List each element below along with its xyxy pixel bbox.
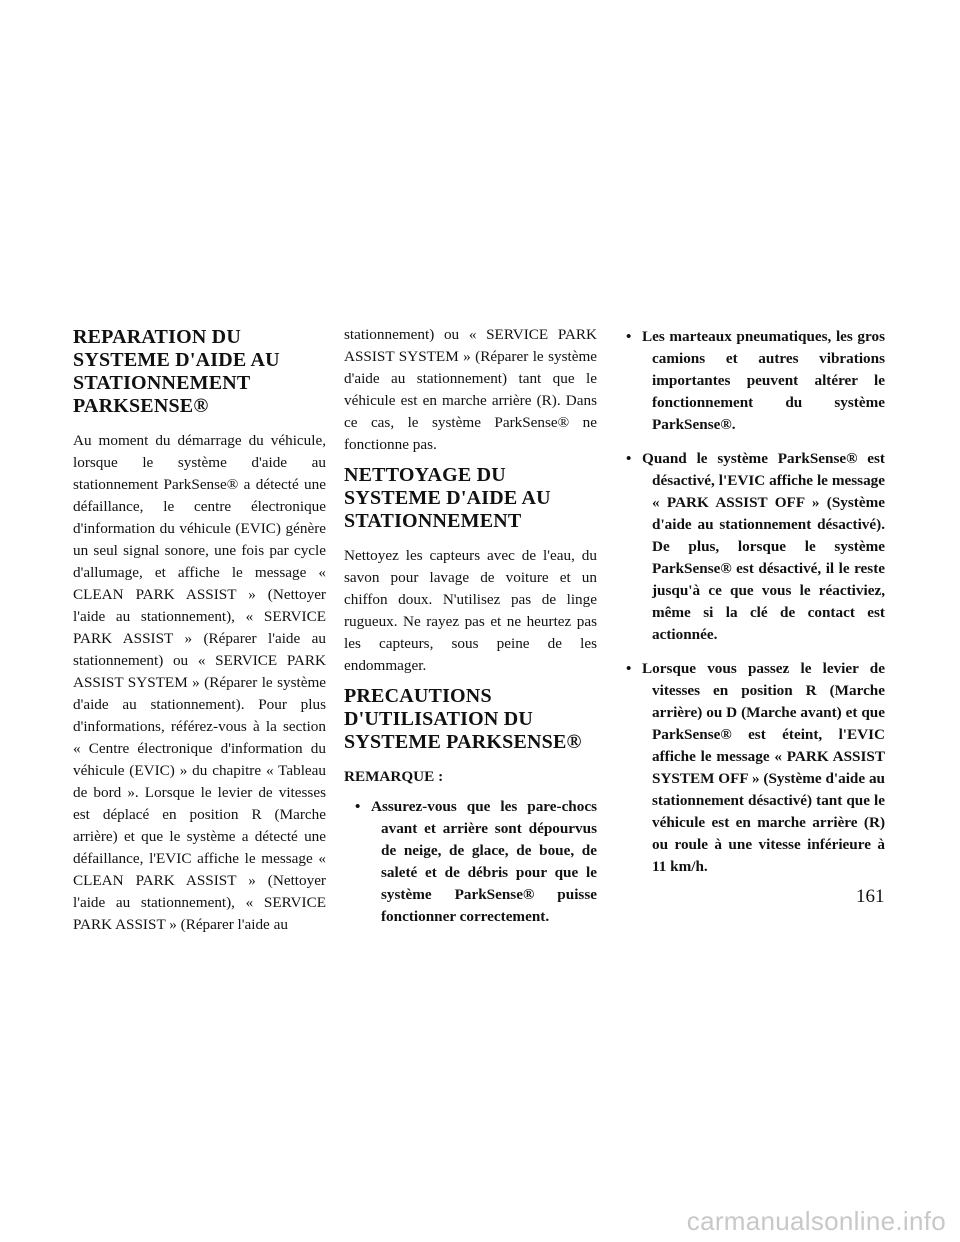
precautions-list-continued (615, 326, 885, 878)
list-item-text: Les marteaux pneumatiques, les gros camions et autres vibrations importantes peuvent altérer le fonctionnement du système ParkSense®. (642, 328, 885, 433)
list-item (615, 448, 885, 646)
spacer (344, 456, 597, 464)
list-item (615, 658, 885, 878)
page-number: 161 (856, 886, 885, 907)
precautions-list (344, 796, 597, 928)
column-right (615, 326, 885, 890)
list-item-text: Lorsque vous passez le levier de vitesses en position R (Marche arrière) ou D (Marche avant) et que ParkSense® est éteint, l'EVIC affiche le message « PARK ASSIST SYSTEM OFF » (Système d'aide au stationnement désactivé) tant que le véhicule est en marche arrière (R) ou roule à une vitesse inférieure à 11 km/h. (642, 660, 885, 875)
spacer (344, 677, 597, 685)
paragraph-cleaning: Nettoyez les capteurs avec de l'eau, du savon pour lavage de voiture et un chiffon doux. N'utilisez pas de linge rugueux. Ne rayez pas et ne heurtez pas les capteurs, sous peine de les endommager. (344, 547, 597, 674)
bullet-icon: • (626, 450, 632, 467)
list-item (615, 326, 885, 436)
bullet-icon: • (626, 660, 632, 677)
bullet-icon: • (355, 798, 361, 815)
list-item-text: Assurez-vous que les pare-chocs avant et arrière sont dépourvus de neige, de glace, de boue, de saleté et de débris pour que le système ParkSense® puisse fonctionner correctement. (371, 798, 597, 925)
note-label: REMARQUE : (344, 768, 444, 785)
list-item (344, 796, 597, 928)
heading-cleaning: NETTOYAGE DU SYSTEME D'AIDE AU STATIONNEMENT (344, 464, 551, 532)
column-left (73, 326, 326, 936)
list-item-text: Quand le système ParkSense® est désactivé, l'EVIC affiche le message « PARK ASSIST OFF » (Système d'aide au stationnement désactivé). De plus, lorsque le système ParkSense® est désactivé, il le reste jusqu'à ce que vous le réactiviez, même si la clé de contact est actionnée. (642, 450, 885, 643)
column-middle (344, 326, 597, 940)
heading-precautions: PRECAUTIONS D'UTILISATION DU SYSTEME PARKSENSE® (344, 685, 582, 753)
paragraph-repair: Au moment du démarrage du véhicule, lorsque le système d'aide au stationnement ParkSense® a détecté une défaillance, le centre électronique d'information du véhicule (EVIC) génère un seul signal sonore, une fois par cycle d'allumage, et affiche le message « CLEAN PARK ASSIST » (Nettoyer l'aide au stationnement), « SERVICE PARK ASSIST » (Réparer l'aide au stationnement) ou « SERVICE PARK ASSIST SYSTEM » (Réparer le système d'aide au stationnement). Pour plus d'informations, référez-vous à la section « Centre électronique d'information du véhicule (EVIC) » du chapitre « Tableau de bord ». Lorsque le levier de vitesses est déplacé en position R (Marche arrière) et que le système a détecté une défaillance, l'EVIC affiche le message « CLEAN PARK ASSIST » (Nettoyer l'aide au stationnement), « SERVICE PARK ASSIST » (Réparer l'aide au (73, 432, 326, 933)
heading-repair: REPARATION DU SYSTEME D'AIDE AU STATIONNEMENT PARKSENSE® (73, 326, 280, 417)
bullet-icon: • (626, 328, 632, 345)
watermark: carmanualsonline.info (686, 1206, 946, 1236)
paragraph-repair-continued: stationnement) ou « SERVICE PARK ASSIST SYSTEM » (Réparer le système d'aide au stationnement) tant que le véhicule est en marche arrière (R). Dans ce cas, le système ParkSense® ne fonctionne pas. (344, 326, 597, 453)
